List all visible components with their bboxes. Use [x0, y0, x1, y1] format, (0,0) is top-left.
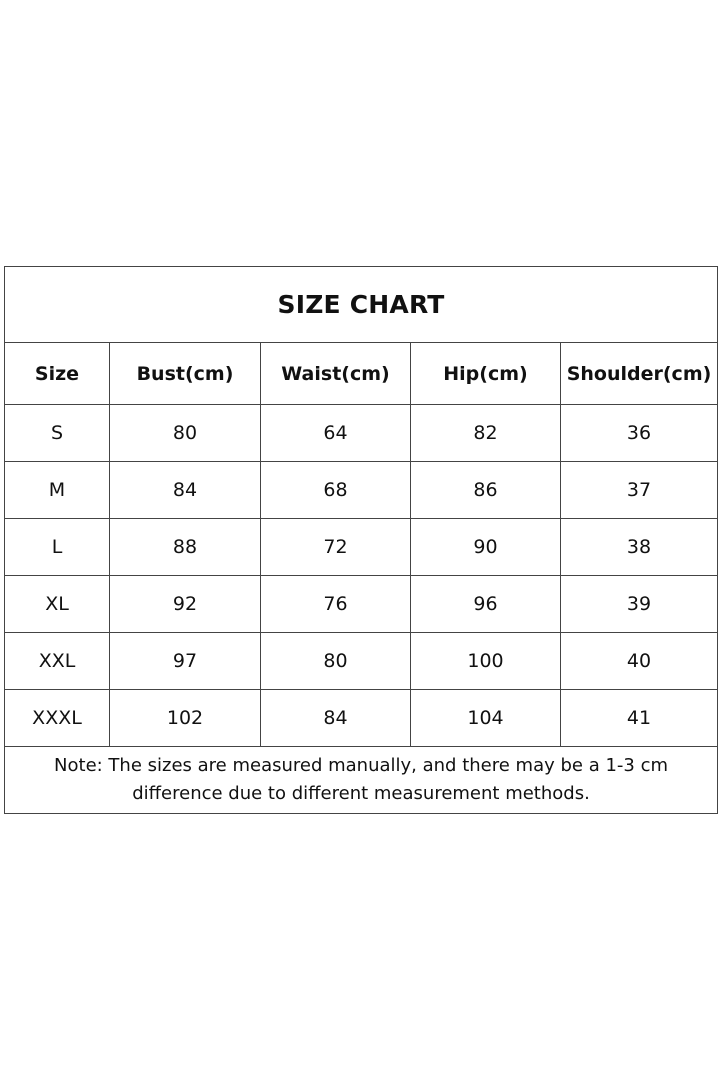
- size-chart-table: [4, 266, 718, 814]
- table-cell: 64: [261, 405, 411, 462]
- table-cell: 40: [561, 633, 718, 690]
- table-row: [5, 405, 718, 462]
- table-cell: 80: [261, 633, 411, 690]
- table-row: [5, 576, 718, 633]
- table-cell: 92: [110, 576, 261, 633]
- title-row: [5, 267, 718, 343]
- table-cell: 80: [110, 405, 261, 462]
- table-cell: 97: [110, 633, 261, 690]
- table-row: [5, 633, 718, 690]
- table-cell: 82: [411, 405, 561, 462]
- table-cell: 76: [261, 576, 411, 633]
- column-header: Size: [5, 343, 110, 405]
- table-cell: 68: [261, 462, 411, 519]
- table-cell: 39: [561, 576, 718, 633]
- column-header: Shoulder(cm): [561, 343, 718, 405]
- table-cell: XXXL: [5, 690, 110, 747]
- table-cell: XXL: [5, 633, 110, 690]
- chart-title: SIZE CHART: [5, 267, 718, 343]
- table-cell: 72: [261, 519, 411, 576]
- note-row: [5, 747, 718, 814]
- table-cell: 84: [110, 462, 261, 519]
- table-row: [5, 462, 718, 519]
- column-header: Waist(cm): [261, 343, 411, 405]
- table-cell: 38: [561, 519, 718, 576]
- table-row: [5, 690, 718, 747]
- table-cell: 88: [110, 519, 261, 576]
- column-header: Bust(cm): [110, 343, 261, 405]
- table-cell: L: [5, 519, 110, 576]
- table-cell: M: [5, 462, 110, 519]
- measurement-note: Note: The sizes are measured manually, and there may be a 1-3 cm difference due to different measurement methods.: [5, 747, 718, 814]
- table-cell: XL: [5, 576, 110, 633]
- table-cell: 41: [561, 690, 718, 747]
- table-cell: 90: [411, 519, 561, 576]
- table-cell: 86: [411, 462, 561, 519]
- column-header: Hip(cm): [411, 343, 561, 405]
- table-cell: 102: [110, 690, 261, 747]
- header-row: [5, 343, 718, 405]
- table-row: [5, 519, 718, 576]
- table-cell: 96: [411, 576, 561, 633]
- table-cell: 104: [411, 690, 561, 747]
- table-cell: 84: [261, 690, 411, 747]
- table-cell: 100: [411, 633, 561, 690]
- table-cell: 37: [561, 462, 718, 519]
- table-cell: S: [5, 405, 110, 462]
- table-cell: 36: [561, 405, 718, 462]
